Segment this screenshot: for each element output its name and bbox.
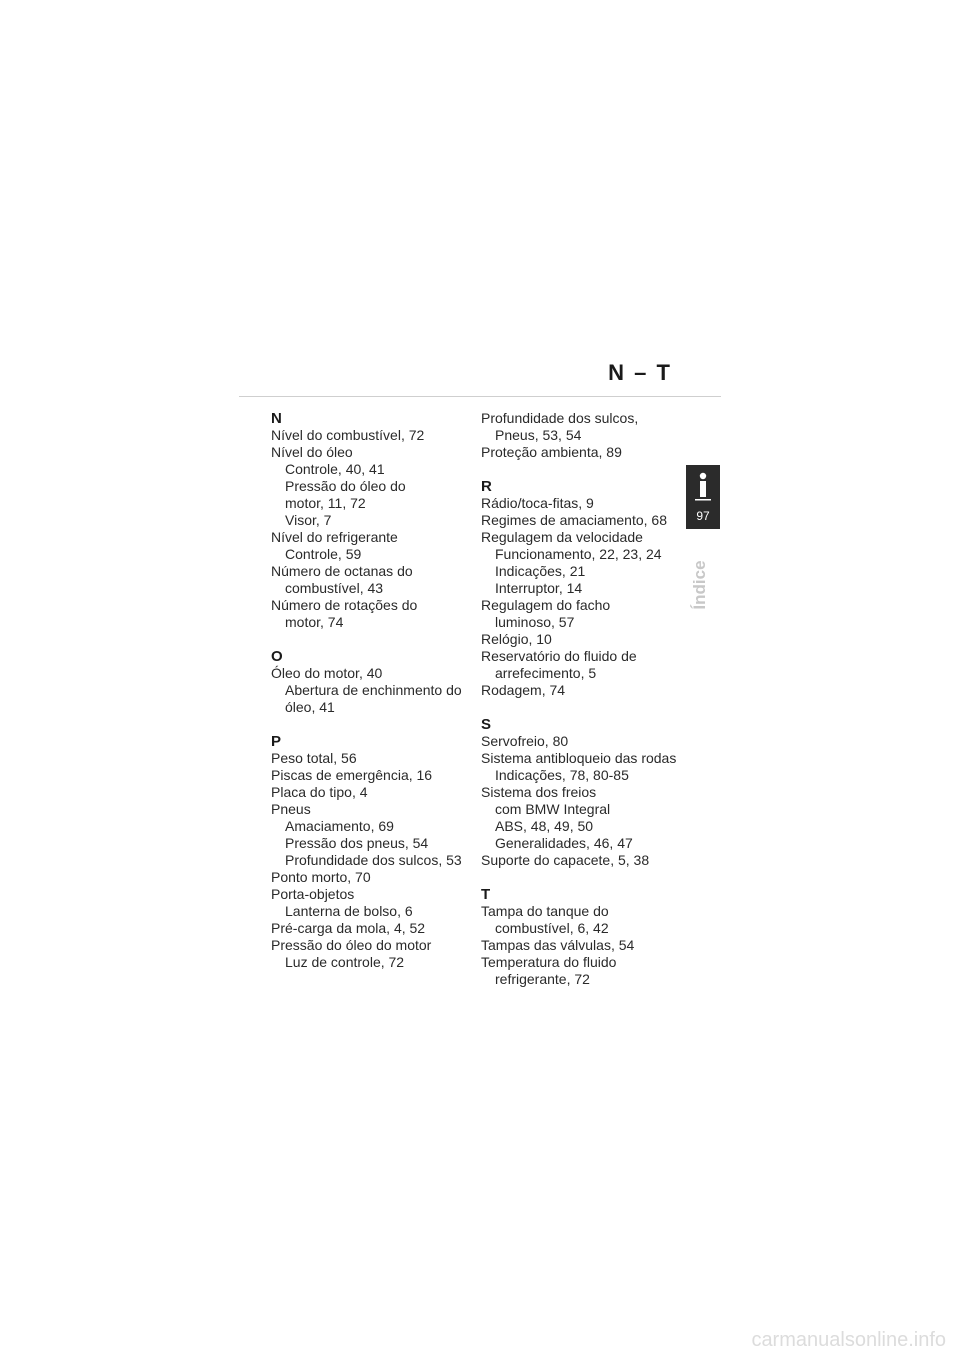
side-label <box>680 555 720 615</box>
index-entry: Nível do refrigerante <box>271 529 398 545</box>
index-entry: Servofreio, 80 <box>481 733 569 749</box>
index-section <box>481 716 681 869</box>
index-entry: Suporte do capacete, 5, 38 <box>481 852 650 868</box>
section-letter: N <box>271 410 282 427</box>
index-subentry: combustível, 43 <box>285 580 384 596</box>
index-entry: Placa do tipo, 4 <box>271 784 368 800</box>
section-letter: T <box>481 886 491 903</box>
index-entry: Rodagem, 74 <box>481 682 566 698</box>
page-title: N – T <box>608 360 672 385</box>
index-subentry: ABS, 48, 49, 50 <box>495 818 594 834</box>
index-entry: Óleo do motor, 40 <box>271 665 383 681</box>
index-column-right <box>481 410 681 1005</box>
section-letter: O <box>271 648 283 665</box>
index-subentry: Indicações, 21 <box>495 563 586 579</box>
index-entry: Rádio/toca-fitas, 9 <box>481 495 594 511</box>
index-subentry: motor, 11, 72 <box>285 495 366 511</box>
index-subentry: Pressão do óleo do <box>285 478 406 494</box>
index-entry: Profundidade dos sulcos, <box>481 410 639 426</box>
index-subentry: Pneus, 53, 54 <box>495 427 582 443</box>
index-subentry: combustível, 6, 42 <box>495 920 609 936</box>
page-number: 97 <box>696 509 710 523</box>
index-tab <box>686 465 720 529</box>
section-letter: S <box>481 716 492 733</box>
index-entry: Pressão do óleo do motor <box>271 937 432 953</box>
index-entry: Regimes de amaciamento, 68 <box>481 512 667 528</box>
index-subentry: Pressão dos pneus, 54 <box>285 835 429 851</box>
index-section <box>481 886 681 988</box>
info-i-icon <box>686 469 720 503</box>
index-subentry: arrefecimento, 5 <box>495 665 597 681</box>
index-entry: Tampa do tanque do <box>481 903 609 919</box>
section-letter: P <box>271 733 282 750</box>
index-entry: Nível do óleo <box>271 444 353 460</box>
index-entry: Relógio, 10 <box>481 631 552 647</box>
index-subentry: Luz de controle, 72 <box>285 954 405 970</box>
index-entry: Tampas das válvulas, 54 <box>481 937 635 953</box>
index-entry: Número de octanas do <box>271 563 413 579</box>
index-subentry: Lanterna de bolso, 6 <box>285 903 413 919</box>
index-subentry: com BMW Integral <box>495 801 611 817</box>
index-subentry: Visor, 7 <box>285 512 332 528</box>
index-section <box>481 410 681 461</box>
index-section <box>481 478 681 699</box>
index-entry: Pneus <box>271 801 311 817</box>
index-column-left <box>271 410 471 988</box>
index-entry: Proteção ambienta, 89 <box>481 444 622 460</box>
index-entry: Temperatura do fluido <box>481 954 617 970</box>
index-subentry: Interruptor, 14 <box>495 580 583 596</box>
index-entry: Sistema dos freios <box>481 784 597 800</box>
section-letter: R <box>481 478 492 495</box>
watermark: carmanualsonline.info <box>751 1329 946 1351</box>
index-entry: Nível do combustível, 72 <box>271 427 425 443</box>
index-section <box>271 733 471 971</box>
index-entry: Reservatório do fluido de <box>481 648 637 664</box>
index-entry: Porta-objetos <box>271 886 355 902</box>
index-entry: Ponto morto, 70 <box>271 869 371 885</box>
header-divider <box>239 396 721 397</box>
index-subentry: luminoso, 57 <box>495 614 575 630</box>
index-entry: Número de rotações do <box>271 597 418 613</box>
index-subentry: óleo, 41 <box>285 699 335 715</box>
index-subentry: Controle, 59 <box>285 546 362 562</box>
index-section <box>271 410 471 631</box>
index-entry: Sistema antibloqueio das rodas <box>481 750 677 766</box>
index-section <box>271 648 471 716</box>
index-entry: Piscas de emergência, 16 <box>271 767 433 783</box>
index-entry: Regulagem do facho <box>481 597 611 613</box>
index-entry: Pré-carga da mola, 4, 52 <box>271 920 426 936</box>
index-subentry: Profundidade dos sulcos, 53 <box>285 852 462 868</box>
index-subentry: Indicações, 78, 80-85 <box>495 767 629 783</box>
index-entry: Regulagem da velocidade <box>481 529 643 545</box>
index-subentry: refrigerante, 72 <box>495 971 590 987</box>
index-entry: Peso total, 56 <box>271 750 357 766</box>
index-subentry: Generalidades, 46, 47 <box>495 835 633 851</box>
index-subentry: Controle, 40, 41 <box>285 461 385 477</box>
index-subentry: Funcionamento, 22, 23, 24 <box>495 546 662 562</box>
side-label-text: Índice <box>690 560 709 610</box>
index-subentry: Abertura de enchinmento do <box>285 682 462 698</box>
index-subentry: motor, 74 <box>285 614 344 630</box>
index-subentry: Amaciamento, 69 <box>285 818 394 834</box>
